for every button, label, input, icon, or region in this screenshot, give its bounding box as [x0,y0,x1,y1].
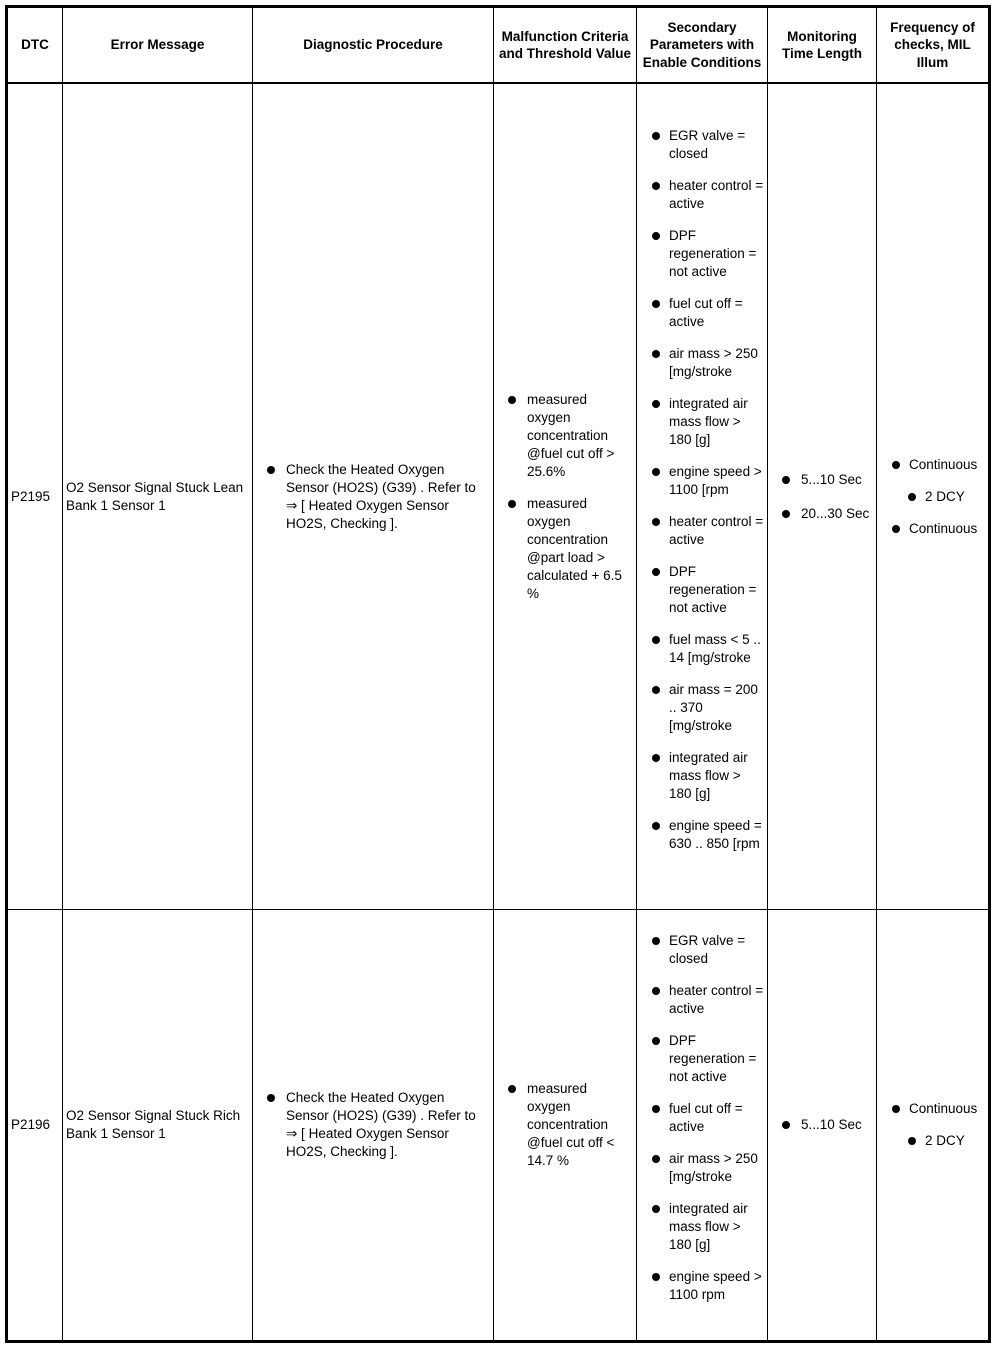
list-item: heater control = active [640,513,764,549]
list-item: 2 DCY [880,488,985,506]
list-item: heater control = active [640,982,764,1018]
secondary-parameters [637,83,768,910]
header-diagnostic-procedure: Diagnostic Procedure [253,7,494,84]
monitoring-time [768,83,877,910]
list-item: air mass = 200 .. 370 [mg/stroke [640,681,764,735]
dtc-table [5,5,991,1343]
header-frequency: Frequency of checks, MIL Illum [877,7,990,84]
list-item: engine speed > 1100 rpm [640,1268,764,1304]
list-item: 2 DCY [880,1132,985,1150]
list-item: fuel mass < 5 .. 14 [mg/stroke [640,631,764,667]
list-item: 5...10 Sec [771,471,873,489]
list-item: integrated air mass flow > 180 [g] [640,749,764,803]
frequency [877,910,990,1342]
frequency [877,83,990,910]
secondary-parameters [637,910,768,1342]
list-item: measured oxygen concentration @part load > calculated + 6.5 % [497,495,633,603]
monitoring-time [768,910,877,1342]
dtc-code: P2195 [7,83,63,910]
list-item: air mass > 250 [mg/stroke [640,1150,764,1186]
header-row [7,7,990,84]
dtc-code: P2196 [7,910,63,1342]
list-item: integrated air mass flow > 180 [g] [640,1200,764,1254]
list-item: integrated air mass flow > 180 [g] [640,395,764,449]
list-item: engine speed > 1100 [rpm [640,463,764,499]
list-item: heater control = active [640,177,764,213]
list-item: engine speed = 630 .. 850 [rpm [640,817,764,853]
list-item: DPF regeneration = not active [640,227,764,281]
list-item: Continuous [880,456,985,474]
table-row [7,83,990,910]
header-malfunction-criteria: Malfunction Criteria and Threshold Value [494,7,637,84]
list-item: air mass > 250 [mg/stroke [640,345,764,381]
header-dtc: DTC [7,7,63,84]
list-item: Check the Heated Oxygen Sensor (HO2S) (G39) . Refer to ⇒ [ Heated Oxygen Sensor HO2S, Checking ]. [256,461,490,533]
list-item: fuel cut off = active [640,1100,764,1136]
list-item: 20...30 Sec [771,505,873,523]
list-item: fuel cut off = active [640,295,764,331]
diagnostic-procedure [253,910,494,1342]
table-row [7,910,990,1342]
malfunction-criteria [494,910,637,1342]
list-item: EGR valve = closed [640,932,764,968]
list-item: 5...10 Sec [771,1116,873,1134]
diagnostic-procedure [253,83,494,910]
list-item: Check the Heated Oxygen Sensor (HO2S) (G39) . Refer to ⇒ [ Heated Oxygen Sensor HO2S, Checking ]. [256,1089,490,1161]
list-item: Continuous [880,1100,985,1118]
list-item: Continuous [880,520,985,538]
list-item: measured oxygen concentration @fuel cut off > 25.6% [497,391,633,481]
error-message: O2 Sensor Signal Stuck Lean Bank 1 Sensor 1 [63,83,253,910]
error-message: O2 Sensor Signal Stuck Rich Bank 1 Sensor 1 [63,910,253,1342]
malfunction-criteria [494,83,637,910]
header-monitoring-time: Monitoring Time Length [768,7,877,84]
header-error-message: Error Message [63,7,253,84]
list-item: EGR valve = closed [640,127,764,163]
list-item: DPF regeneration = not active [640,563,764,617]
list-item: measured oxygen concentration @fuel cut off < 14.7 % [497,1080,633,1170]
header-secondary-parameters: Secondary Parameters with Enable Conditions [637,7,768,84]
list-item: DPF regeneration = not active [640,1032,764,1086]
